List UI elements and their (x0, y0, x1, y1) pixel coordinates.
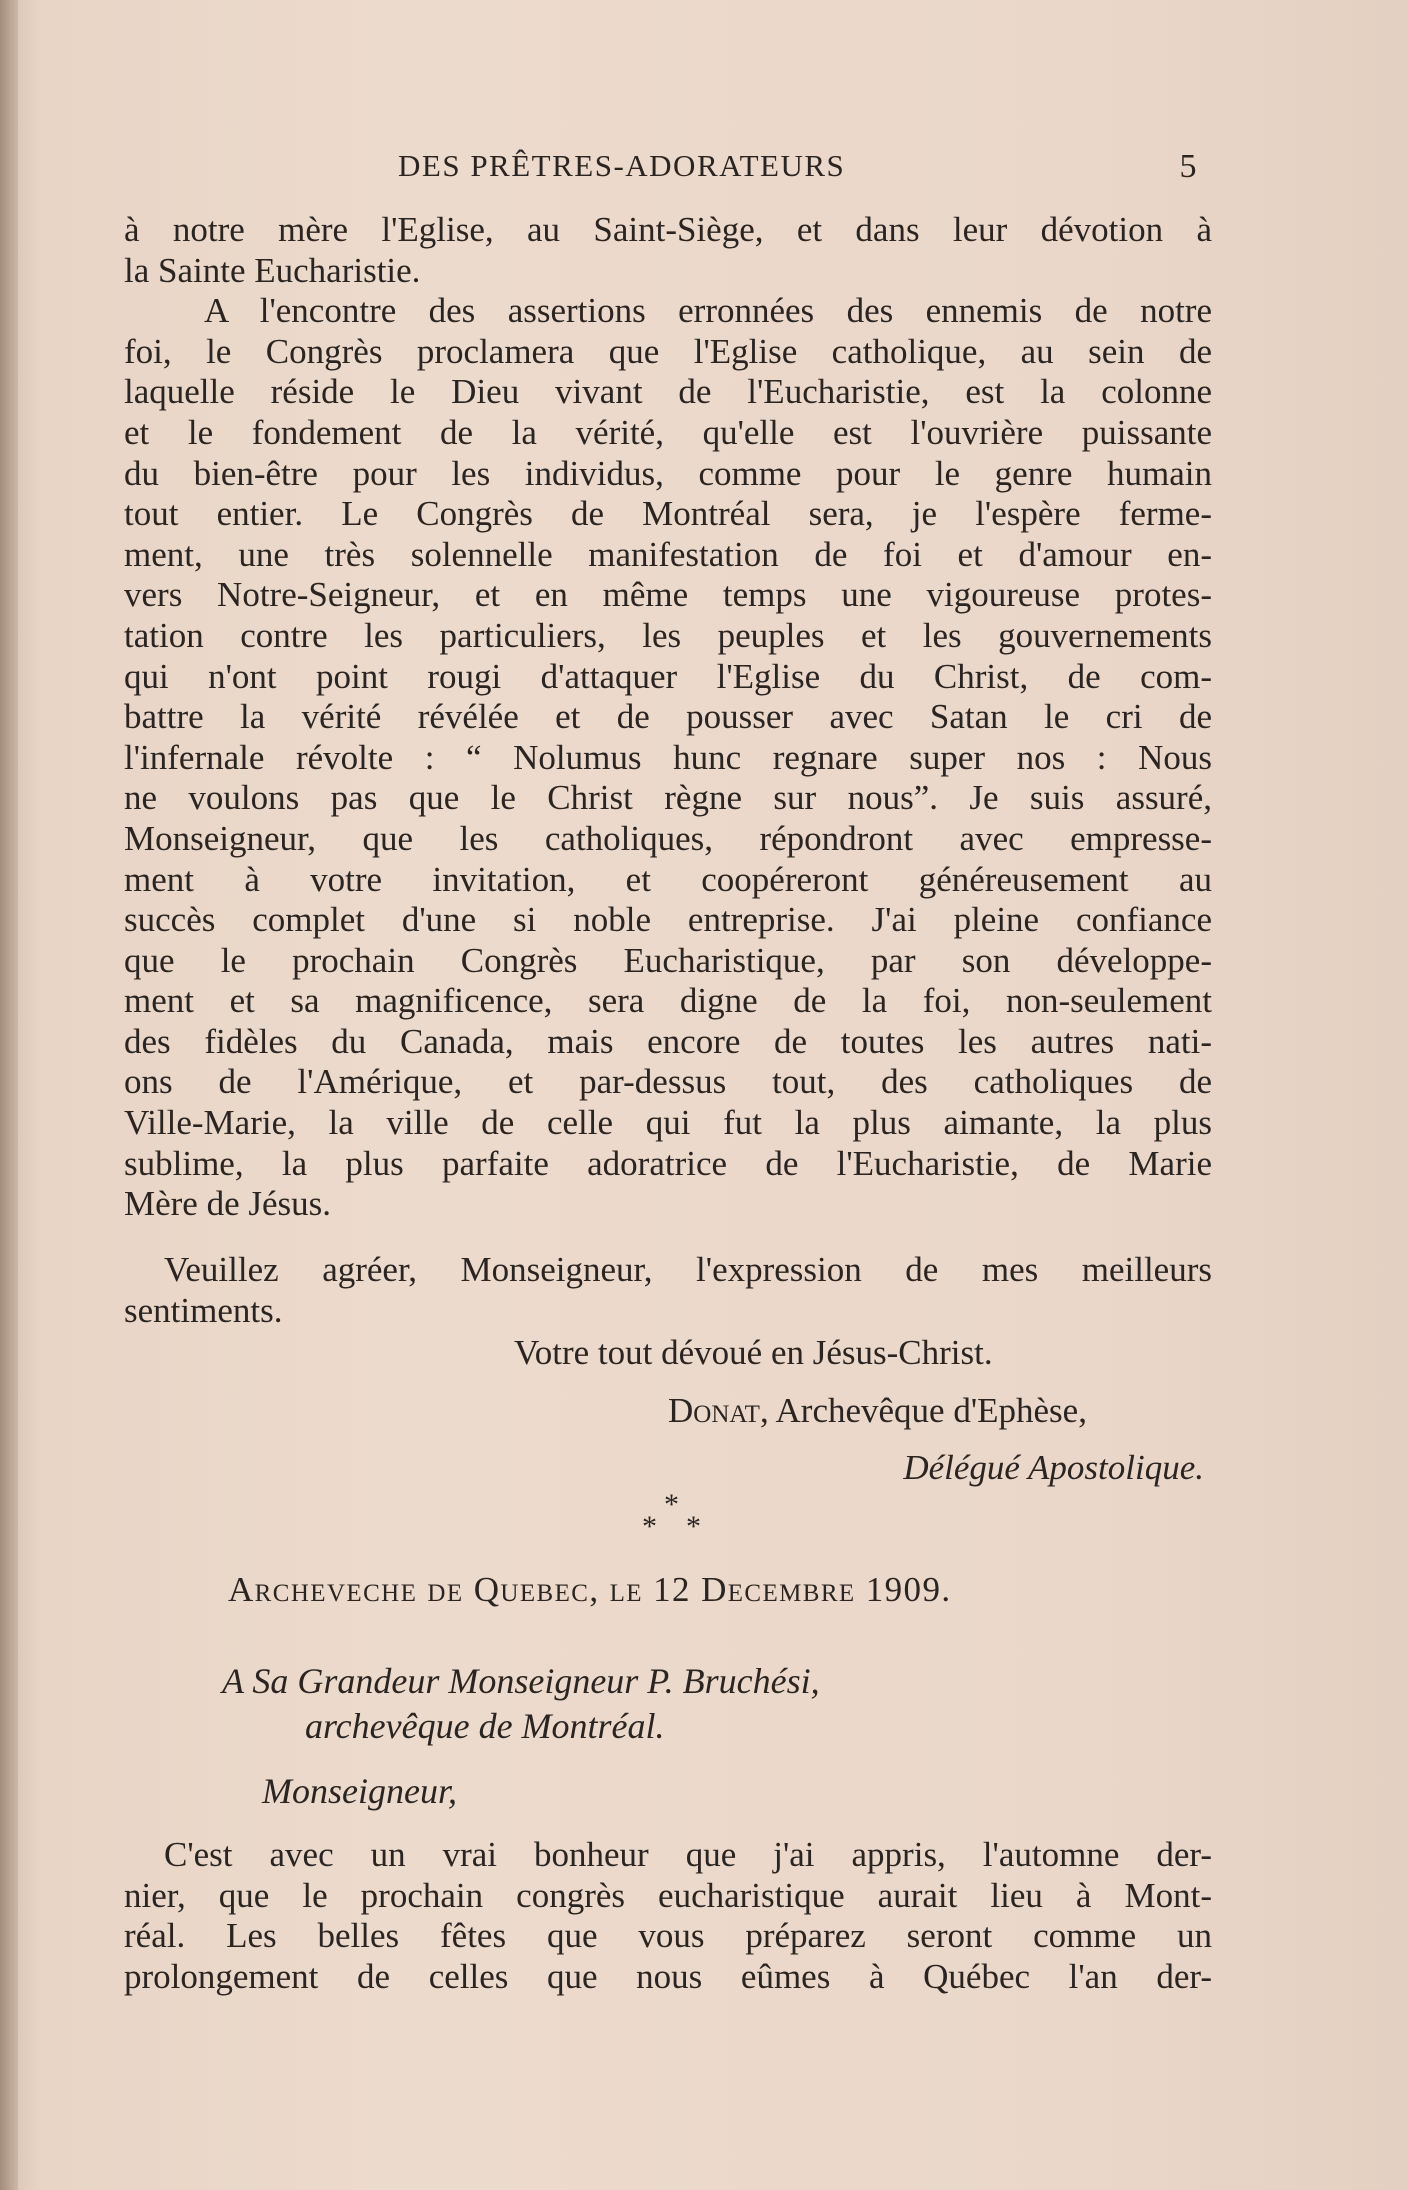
text-line: battre la vérité révélée et de pousser avec Satan le cri de (124, 697, 1212, 737)
text-line: tation contre les particuliers, les peuples et les gouvernements (124, 615, 1212, 655)
signature-title: , Archevêque d'Ephèse, (759, 1391, 1087, 1430)
salutation: Monseigneur, (262, 1771, 457, 1811)
text-line: A l'encontre des assertions erronnées des ennemis de notre (204, 291, 1212, 331)
text-line: des fidèles du Canada, mais encore de toutes les autres nati- (124, 1021, 1212, 1061)
text-line: ons de l'Amérique, et par-dessus tout, des catholiques de (124, 1062, 1212, 1102)
text-line: et le fondement de la vérité, qu'elle est l'ouvrière puissante (124, 412, 1212, 452)
letter-body-paragraphs (124, 210, 1212, 1225)
signature-name: Donat (668, 1391, 760, 1430)
text-line: Monseigneur, que les catholiques, répondront avec empresse- (124, 818, 1212, 858)
dateline: Archeveche de Quebec, le 12 Decembre 1909. (228, 1570, 952, 1609)
text-line: que le prochain Congrès Eucharistique, par son développe- (124, 940, 1212, 980)
second-letter-body (124, 1835, 1212, 1997)
page-header (398, 148, 1198, 188)
text-line: C'est avec un vrai bonheur que j'ai appris, l'automne der- (164, 1835, 1212, 1874)
text-line: qui n'ont point rougi d'attaquer l'Eglise du Christ, de com- (124, 656, 1212, 696)
text-line: Mère de Jésus. (124, 1184, 332, 1224)
text-line: ne voulons pas que le Christ règne sur nous”. Je suis assuré, (124, 778, 1212, 818)
asterism-star: * (664, 1488, 679, 1521)
text-line: sublime, la plus parfaite adoratrice de l'Eucharistie, de Marie (124, 1143, 1212, 1183)
text-line: laquelle réside le Dieu vivant de l'Eucharistie, est la colonne (124, 372, 1212, 412)
asterism-separator (640, 1488, 710, 1548)
text-line: nier, que le prochain congrès eucharistique aurait lieu à Mont- (124, 1875, 1212, 1915)
text-line: Ville-Marie, la ville de celle qui fut la plus aimante, la plus (124, 1103, 1212, 1143)
text-line: vers Notre-Seigneur, et en même temps une vigoureuse protes- (124, 575, 1212, 615)
signature-role: Délégué Apostolique. (903, 1448, 1204, 1487)
text-line: à notre mère l'Eglise, au Saint-Siège, et dans leur dévotion à (124, 210, 1212, 249)
page-number: 5 (1179, 148, 1198, 185)
signature-name-line (668, 1391, 1087, 1431)
text-line: l'infernale révolte : “ Nolumus hunc regnare super nos : Nous (124, 737, 1212, 777)
book-gutter (0, 0, 18, 2190)
text-line: la Sainte Eucharistie. (124, 250, 421, 290)
text-line: sentiments. (124, 1290, 283, 1330)
text-line: tout entier. Le Congrès de Montréal sera, je l'espère ferme- (124, 494, 1212, 534)
text-line: prolongement de celles que nous eûmes à Québec l'an der- (124, 1956, 1212, 1996)
asterism-star: * (686, 1510, 701, 1543)
signature-closing: Votre tout dévoué en Jésus-Christ. (514, 1333, 993, 1372)
address-line-2: archevêque de Montréal. (305, 1706, 665, 1746)
address-line-1: A Sa Grandeur Monseigneur P. Bruchési, (222, 1661, 820, 1701)
running-title: DES PRÊTRES-ADORATEURS (398, 148, 846, 183)
text-line: Veuillez agréer, Monseigneur, l'expression de mes meilleurs (164, 1250, 1212, 1289)
asterism-star: * (642, 1510, 657, 1543)
text-line: foi, le Congrès proclamera que l'Eglise catholique, au sein de (124, 331, 1212, 371)
text-line: succès complet d'une si noble entreprise. J'ai pleine confiance (124, 900, 1212, 940)
closing-paragraph (124, 1250, 1212, 1331)
text-line: ment, une très solennelle manifestation de foi et d'amour en- (124, 534, 1212, 574)
text-line: du bien-être pour les individus, comme pour le genre humain (124, 453, 1212, 493)
text-line: réal. Les belles fêtes que vous préparez seront comme un (124, 1916, 1212, 1956)
text-line: ment à votre invitation, et coopéreront généreusement au (124, 859, 1212, 899)
text-line: ment et sa magnificence, sera digne de la foi, non-seulement (124, 981, 1212, 1021)
